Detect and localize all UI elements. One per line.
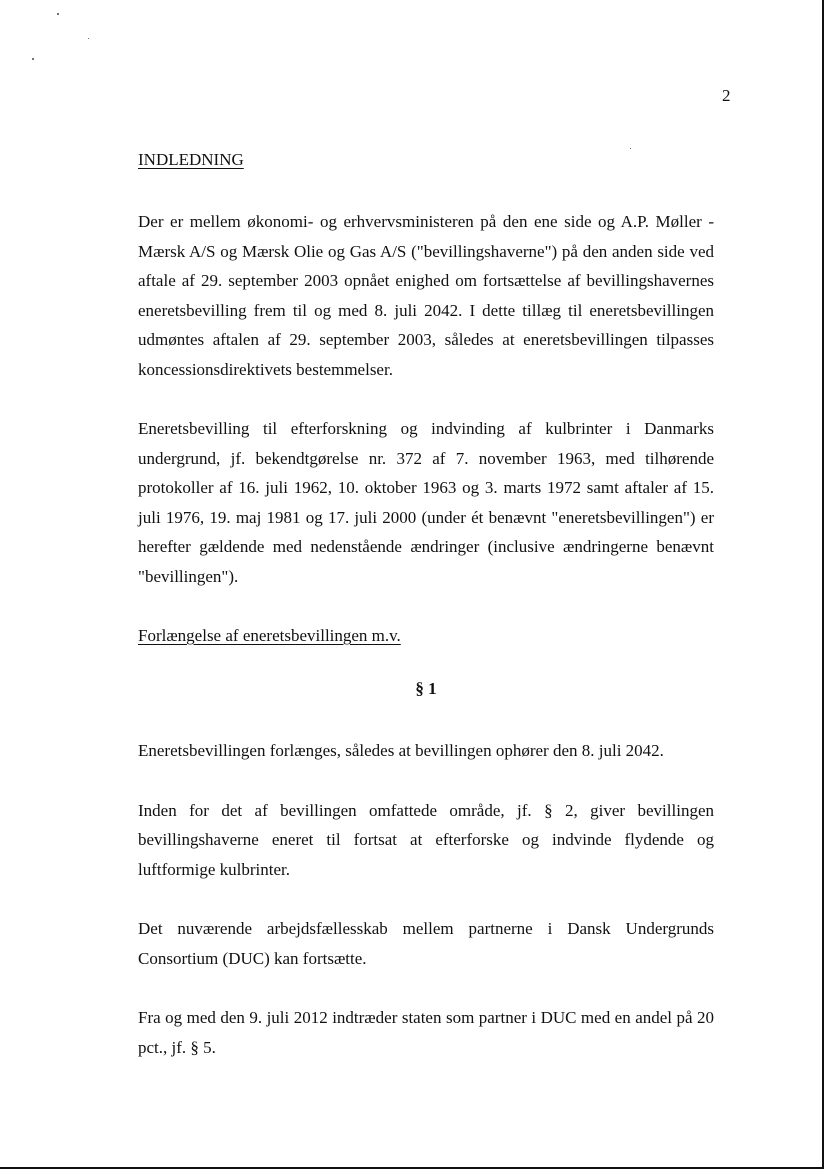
paragraph-s1-3: Det nuværende arbejdsfællesskab mellem partnerne i Dansk Undergrunds Consortium (DUC) kan fortsætte.: [138, 919, 714, 968]
scan-speck: [32, 58, 34, 60]
paragraph-s1-2: Inden for det af bevillingen omfattede område, jf. § 2, giver bevillingen bevillingshaverne eneret til fortsat at efterforske og indvinde flydende og luftformige kulbrinter.: [138, 800, 714, 879]
page-number: 2: [722, 86, 731, 105]
section-heading-extension: Forlængelse af eneretsbevillingen m.v.: [138, 626, 401, 645]
paragraph-s1-4: Fra og med den 9. juli 2012 indtræder staten som partner i DUC med en andel på 20 pct., jf. § 5.: [138, 1008, 714, 1057]
paragraph-intro-2: Eneretsbevilling til efterforskning og indvinding af kulbrinter i Danmarks undergrund, jf. bekendtgørelse nr. 372 af 7. november 1963, med tilhørende protokoller af 16. juli 1962, 10. oktober 1963 og 3. marts 1972 samt aftaler af 15. juli 1976, 19. maj 1981 og 17. juli 2000 (under ét benævnt "eneretsbevillingen") er herefter gældende med nedenstående ændringer (inclusive ændringerne benævnt "bevillingen").: [138, 419, 714, 586]
paragraph-s1-1: Eneretsbevillingen forlænges, således at bevillingen ophører den 8. juli 2042.: [138, 741, 664, 760]
section-number: § 1: [415, 679, 437, 698]
document-body: [138, 145, 714, 1062]
paragraph-intro-1: Der er mellem økonomi- og erhvervsministeren på den ene side og A.P. Møller - Mærsk A/S og Mærsk Olie og Gas A/S ("bevillingshaverne") på den anden side ved aftale af 29. september 2003 opnået enighed om fortsættelse af bevillingshavernes eneretsbevilling frem til og med 8. juli 2042. I dette tillæg til eneretsbevillingen udmøntes aftalen af 29. september 2003, således at eneretsbevillingen tilpasses koncessionsdirektivets bestemmelser.: [138, 212, 714, 379]
section-heading-indledning: INDLEDNING: [138, 150, 244, 169]
scan-speck: [88, 38, 89, 39]
scan-speck: [57, 13, 59, 15]
